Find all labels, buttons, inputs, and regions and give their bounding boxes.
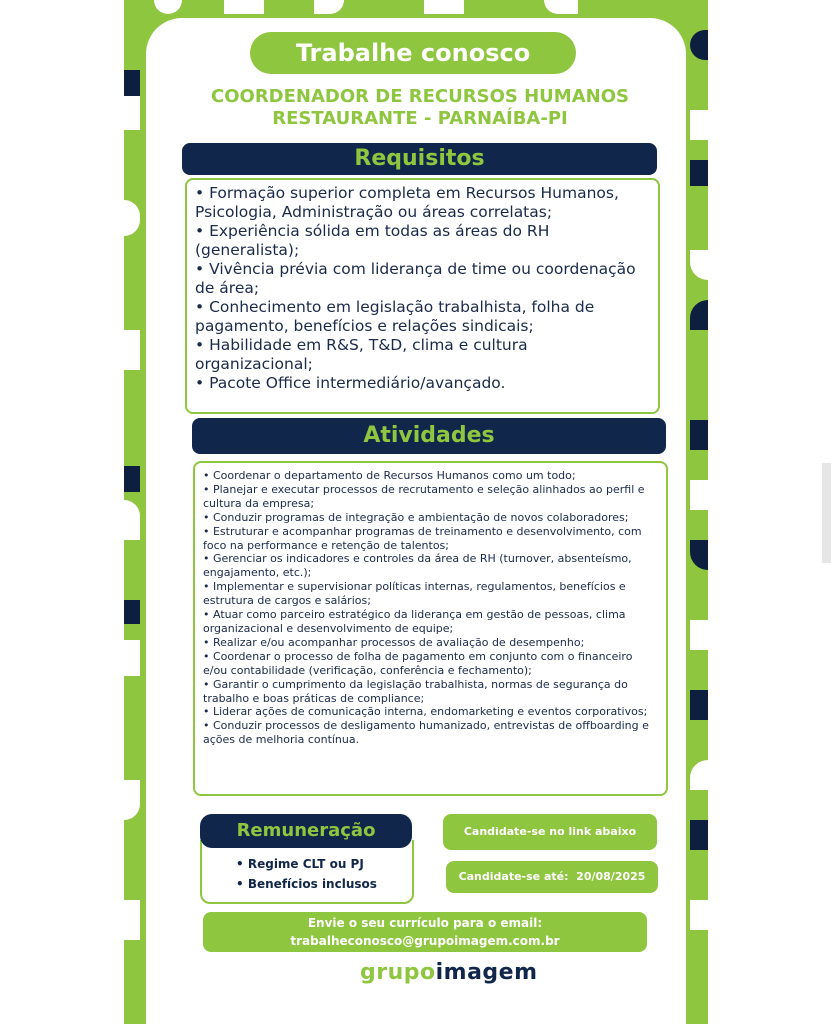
pattern-shape: [124, 900, 140, 940]
requisitos-box: [185, 178, 660, 414]
logo-part-1: grupo: [360, 960, 436, 985]
atividades-list: [195, 463, 666, 753]
job-title: [180, 86, 660, 130]
remuneracao-heading: Remuneração: [200, 814, 412, 848]
logo-part-2: imagem: [435, 960, 538, 985]
list-item: • Gerenciar os indicadores e controles da área de RH (turnover, absenteísmo, engajamento, etc.);: [203, 552, 632, 580]
list-item: • Habilidade em R&S, T&D, clima e cultura organizacional;: [195, 336, 528, 373]
list-item: • Benefícios inclusos: [236, 877, 377, 891]
pattern-shape: [690, 250, 708, 280]
scrollbar[interactable]: [822, 463, 831, 563]
list-item: • Garantir o cumprimento da legislação trabalhista, normas de segurança do trabalho e boas práticas de compliance;: [203, 677, 628, 705]
pattern-shape: [124, 500, 140, 540]
pattern-shape: [690, 540, 708, 570]
deadline-label: Candidate-se até:: [458, 870, 569, 883]
pattern-shape: [690, 420, 708, 450]
list-item: • Liderar ações de comunicação interna, endomarketing e eventos corporativos;: [203, 705, 648, 719]
list-item: • Pacote Office intermediário/avançado.: [195, 374, 506, 392]
job-title-line-2: RESTAURANTE - PARNAÍBA-PI: [272, 108, 568, 129]
pattern-shape: [690, 300, 708, 330]
pattern-shape: [124, 200, 140, 236]
list-item: • Planejar e executar processos de recrutamento e seleção alinhados ao perfil e cultura da empresa;: [203, 482, 645, 510]
pattern-shape: [690, 760, 708, 790]
remuneracao-box: [200, 840, 414, 904]
atividades-box: [193, 461, 668, 796]
requisitos-heading: Requisitos: [182, 143, 657, 175]
list-item: • Implementar e supervisionar políticas internas, regulamentos, benefícios e estrutura de cargos e salários;: [203, 580, 626, 608]
list-item: • Coordenar o departamento de Recursos Humanos como um todo;: [203, 469, 576, 482]
pattern-shape: [690, 110, 708, 140]
pattern-shape: [690, 480, 708, 510]
pattern-shape: [124, 466, 140, 492]
email-link[interactable]: trabalheconosco@grupoimagem.com.br: [290, 934, 560, 948]
list-item: • Vivência prévia com liderança de time ou coordenação de área;: [195, 260, 636, 297]
list-item: • Estruturar e acompanhar programas de treinamento e desenvolvimento, com foco na performance e retenção de talentos;: [203, 524, 642, 552]
list-item: • Coordenar o processo de folha de pagamento em conjunto com o financeiro e/ou contabilidade (verificação, conferência e fechamento);: [203, 649, 633, 677]
list-item: • Atuar como parceiro estratégico da liderança em gestão de pessoas, clima organizacional e desenvolvimento de equipe;: [203, 608, 626, 635]
page-title: Trabalhe conosco: [250, 32, 576, 74]
pattern-shape: [424, 0, 464, 14]
list-item: • Conhecimento em legislação trabalhista, folha de pagamento, benefícios e relações sindicais;: [195, 298, 595, 335]
list-item: • Experiência sólida em todas as áreas do RH (generalista);: [195, 222, 550, 259]
requisitos-list: [187, 180, 658, 397]
pattern-shape: [544, 0, 578, 14]
list-item: • Realizar e/ou acompanhar processos de avaliação de desempenho;: [203, 635, 585, 649]
list-item: • Formação superior completa em Recursos Humanos, Psicologia, Administração ou áreas correlatas;: [195, 184, 619, 221]
pattern-shape: [690, 820, 708, 850]
pattern-shape: [224, 0, 264, 14]
list-item: • Conduzir processos de desligamento humanizado, entrevistas de offboarding e ações de melhoria contínua.: [203, 719, 649, 747]
email-banner: [203, 912, 647, 952]
candidate-link-button[interactable]: Candidate-se no link abaixo: [443, 814, 657, 850]
atividades-heading: Atividades: [192, 418, 666, 454]
pattern-shape: [124, 330, 140, 370]
remuneracao-list: [202, 840, 412, 894]
list-item: • Regime CLT ou PJ: [236, 857, 364, 871]
pattern-shape: [124, 70, 140, 96]
pattern-shape: [124, 640, 140, 676]
pattern-shape: [690, 900, 708, 930]
pattern-shape: [124, 780, 140, 820]
job-title-line-1: COORDENADOR DE RECURSOS HUMANOS: [211, 86, 629, 107]
pattern-shape: [690, 690, 708, 720]
company-logo: [360, 960, 538, 985]
email-label: Envie o seu currículo para o email:: [307, 916, 543, 930]
deadline-date: 20/08/2025: [576, 870, 646, 883]
pattern-shape: [124, 90, 140, 130]
pattern-shape: [690, 620, 708, 650]
pattern-shape: [314, 0, 344, 14]
deadline-badge: [446, 861, 658, 893]
pattern-shape: [690, 160, 708, 186]
pattern-shape: [690, 30, 708, 60]
pattern-shape: [154, 0, 182, 14]
pattern-shape: [124, 600, 140, 624]
list-item: • Conduzir programas de integração e ambientação de novos colaboradores;: [203, 510, 629, 524]
